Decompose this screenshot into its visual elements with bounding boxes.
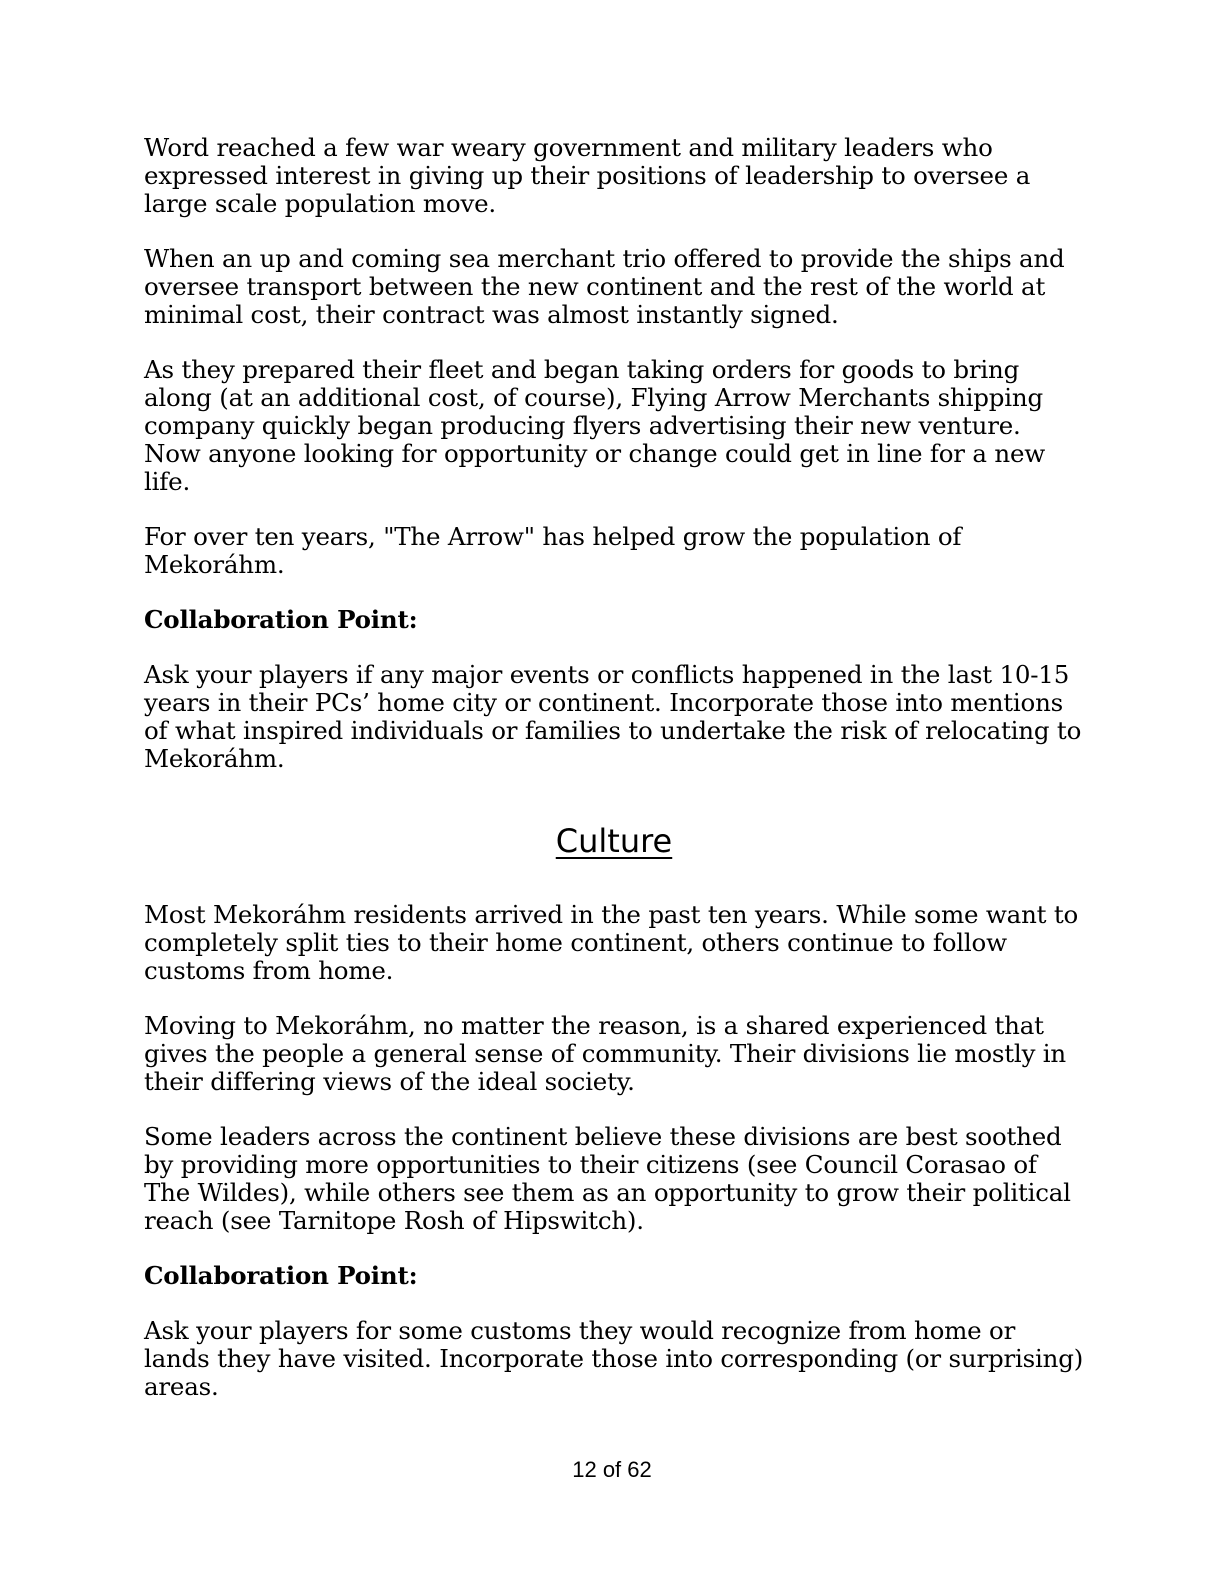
paragraph-the-arrow: For over ten years, "The Arrow" has helped grow the population of Mekoráhm. [144,522,962,579]
paragraph-shared-experience: Moving to Mekoráhm, no matter the reason, is a shared experienced that gives the people a general sense of community. Their divisions lie mostly in their differing views of the ideal society. [144,1011,1067,1096]
paragraph-leaders: Word reached a few war weary government and military leaders who expressed interest in giving up their positions of leadership to oversee a large scale population move. [144,133,1031,218]
page-content [144,134,1084,1428]
paragraph-merchant-trio: When an up and coming sea merchant trio offered to provide the ships and oversee transport between the new continent and the rest of the world at minimal cost, their contract was almost instantly signed. [144,244,1065,329]
collaboration-point-text: Ask your players if any major events or conflicts happened in the last 10-15 years in their PCs’ home city or continent. Incorporate those into mentions of what inspired individuals or families to undertake the risk of relocating to Mekoráhm. [144,660,1082,773]
paragraph-residents: Most Mekoráhm residents arrived in the past ten years. While some want to completely split ties to their home continent, others continue to follow customs from home. [144,900,1079,985]
section-heading-culture: Culture [555,822,673,860]
paragraph-flying-arrow: As they prepared their fleet and began taking orders for goods to bring along (at an additional cost, of course), Flying Arrow Merchants shipping company quickly began producing flyers advertising their new venture. Now anyone looking for opportunity or change could get in line for a new life. [144,355,1046,496]
collaboration-point-label: Collaboration Point: [144,1261,418,1290]
paragraph-divisions: Some leaders across the continent believe these divisions are best soothed by providing more opportunities to their citizens (see Council Corasao of The Wildes), while others see them as an opportunity to grow their political reach (see Tarnitope Rosh of Hipswitch). [144,1122,1071,1235]
collaboration-point-text: Ask your players for some customs they would recognize from home or lands they have visited. Incorporate those into corresponding (or surprising) areas. [144,1316,1084,1401]
collaboration-point-label: Collaboration Point: [144,605,418,634]
page-number: 12 of 62 [572,1457,652,1482]
